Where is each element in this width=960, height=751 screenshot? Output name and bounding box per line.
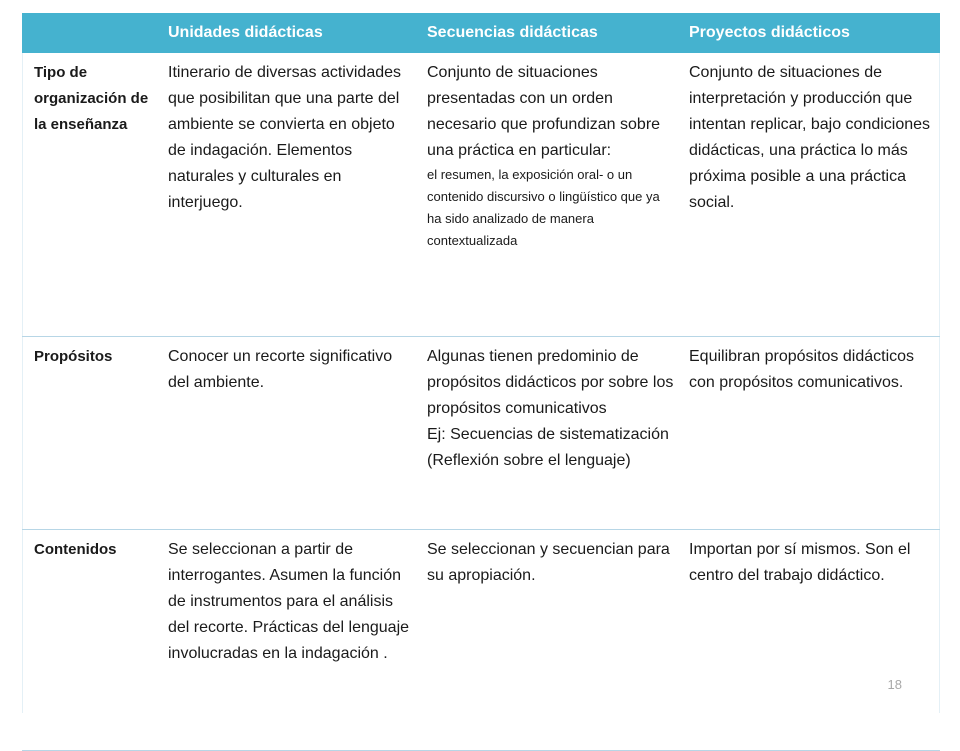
- unidades-text: Conocer un recorte significativo del ambiente.: [168, 348, 393, 391]
- secuencias-example: Ej: Secuencias de sistematización (Reflexión sobre el lenguaje): [427, 426, 669, 469]
- proyectos-cell: [683, 53, 940, 337]
- secuencias-cell: [421, 530, 683, 751]
- proyectos-text: Importan por sí mismos. Son el centro del trabajo didáctico.: [689, 541, 911, 584]
- unidades-cell: [162, 530, 421, 751]
- unidades-cell: [162, 53, 421, 337]
- unidades-cell: [162, 337, 421, 530]
- header-secuencias: Secuencias didácticas: [421, 13, 683, 53]
- row-label-cell: [22, 53, 162, 337]
- page-number: 18: [887, 677, 902, 692]
- table-header-row: [22, 13, 940, 53]
- header-unidades: Unidades didácticas: [162, 13, 421, 53]
- row-label-cell: [22, 337, 162, 530]
- table-row: [22, 530, 940, 751]
- table-row: [22, 53, 940, 337]
- secuencias-text: Algunas tienen predominio de propósitos didácticos por sobre los propósitos comunicativos: [427, 348, 674, 417]
- proyectos-cell: [683, 337, 940, 530]
- header-empty-cell: [22, 13, 162, 53]
- secuencias-text: Se seleccionan y secuencian para su apropiación.: [427, 541, 670, 584]
- table-row: [22, 337, 940, 530]
- comparison-table: [22, 13, 940, 751]
- proyectos-text: Equilibran propósitos didácticos con propósitos comunicativos.: [689, 348, 915, 391]
- secuencias-cell: [421, 337, 683, 530]
- secuencias-text: Conjunto de situaciones presentadas con un orden necesario que profundizan sobre una práctica en particular:: [427, 64, 661, 159]
- unidades-text: Itinerario de diversas actividades que posibilitan que una parte del ambiente se convierta en objeto de indagación. Elementos naturales y culturales en interjuego.: [168, 64, 402, 211]
- proyectos-cell: [683, 530, 940, 751]
- unidades-text: Se seleccionan a partir de interrogantes. Asumen la función de instrumentos para el análisis del recorte. Prácticas del lenguaje involucradas en la indagación .: [168, 541, 410, 662]
- secuencias-note: el resumen, la exposición oral- o un contenido discursivo o lingüístico que ya ha sido analizado de manera contextualizada: [427, 167, 660, 248]
- row-label: Propósitos: [34, 348, 113, 365]
- proyectos-text: Conjunto de situaciones de interpretación y producción que intentan replicar, bajo condiciones didácticas, una práctica lo más próxima posible a una práctica social.: [689, 64, 931, 211]
- header-proyectos: Proyectos didácticos: [683, 13, 940, 53]
- row-label: Tipo de organización de la enseñanza: [34, 64, 149, 133]
- row-label: Contenidos: [34, 541, 117, 558]
- row-label-cell: [22, 530, 162, 751]
- secuencias-cell: [421, 53, 683, 337]
